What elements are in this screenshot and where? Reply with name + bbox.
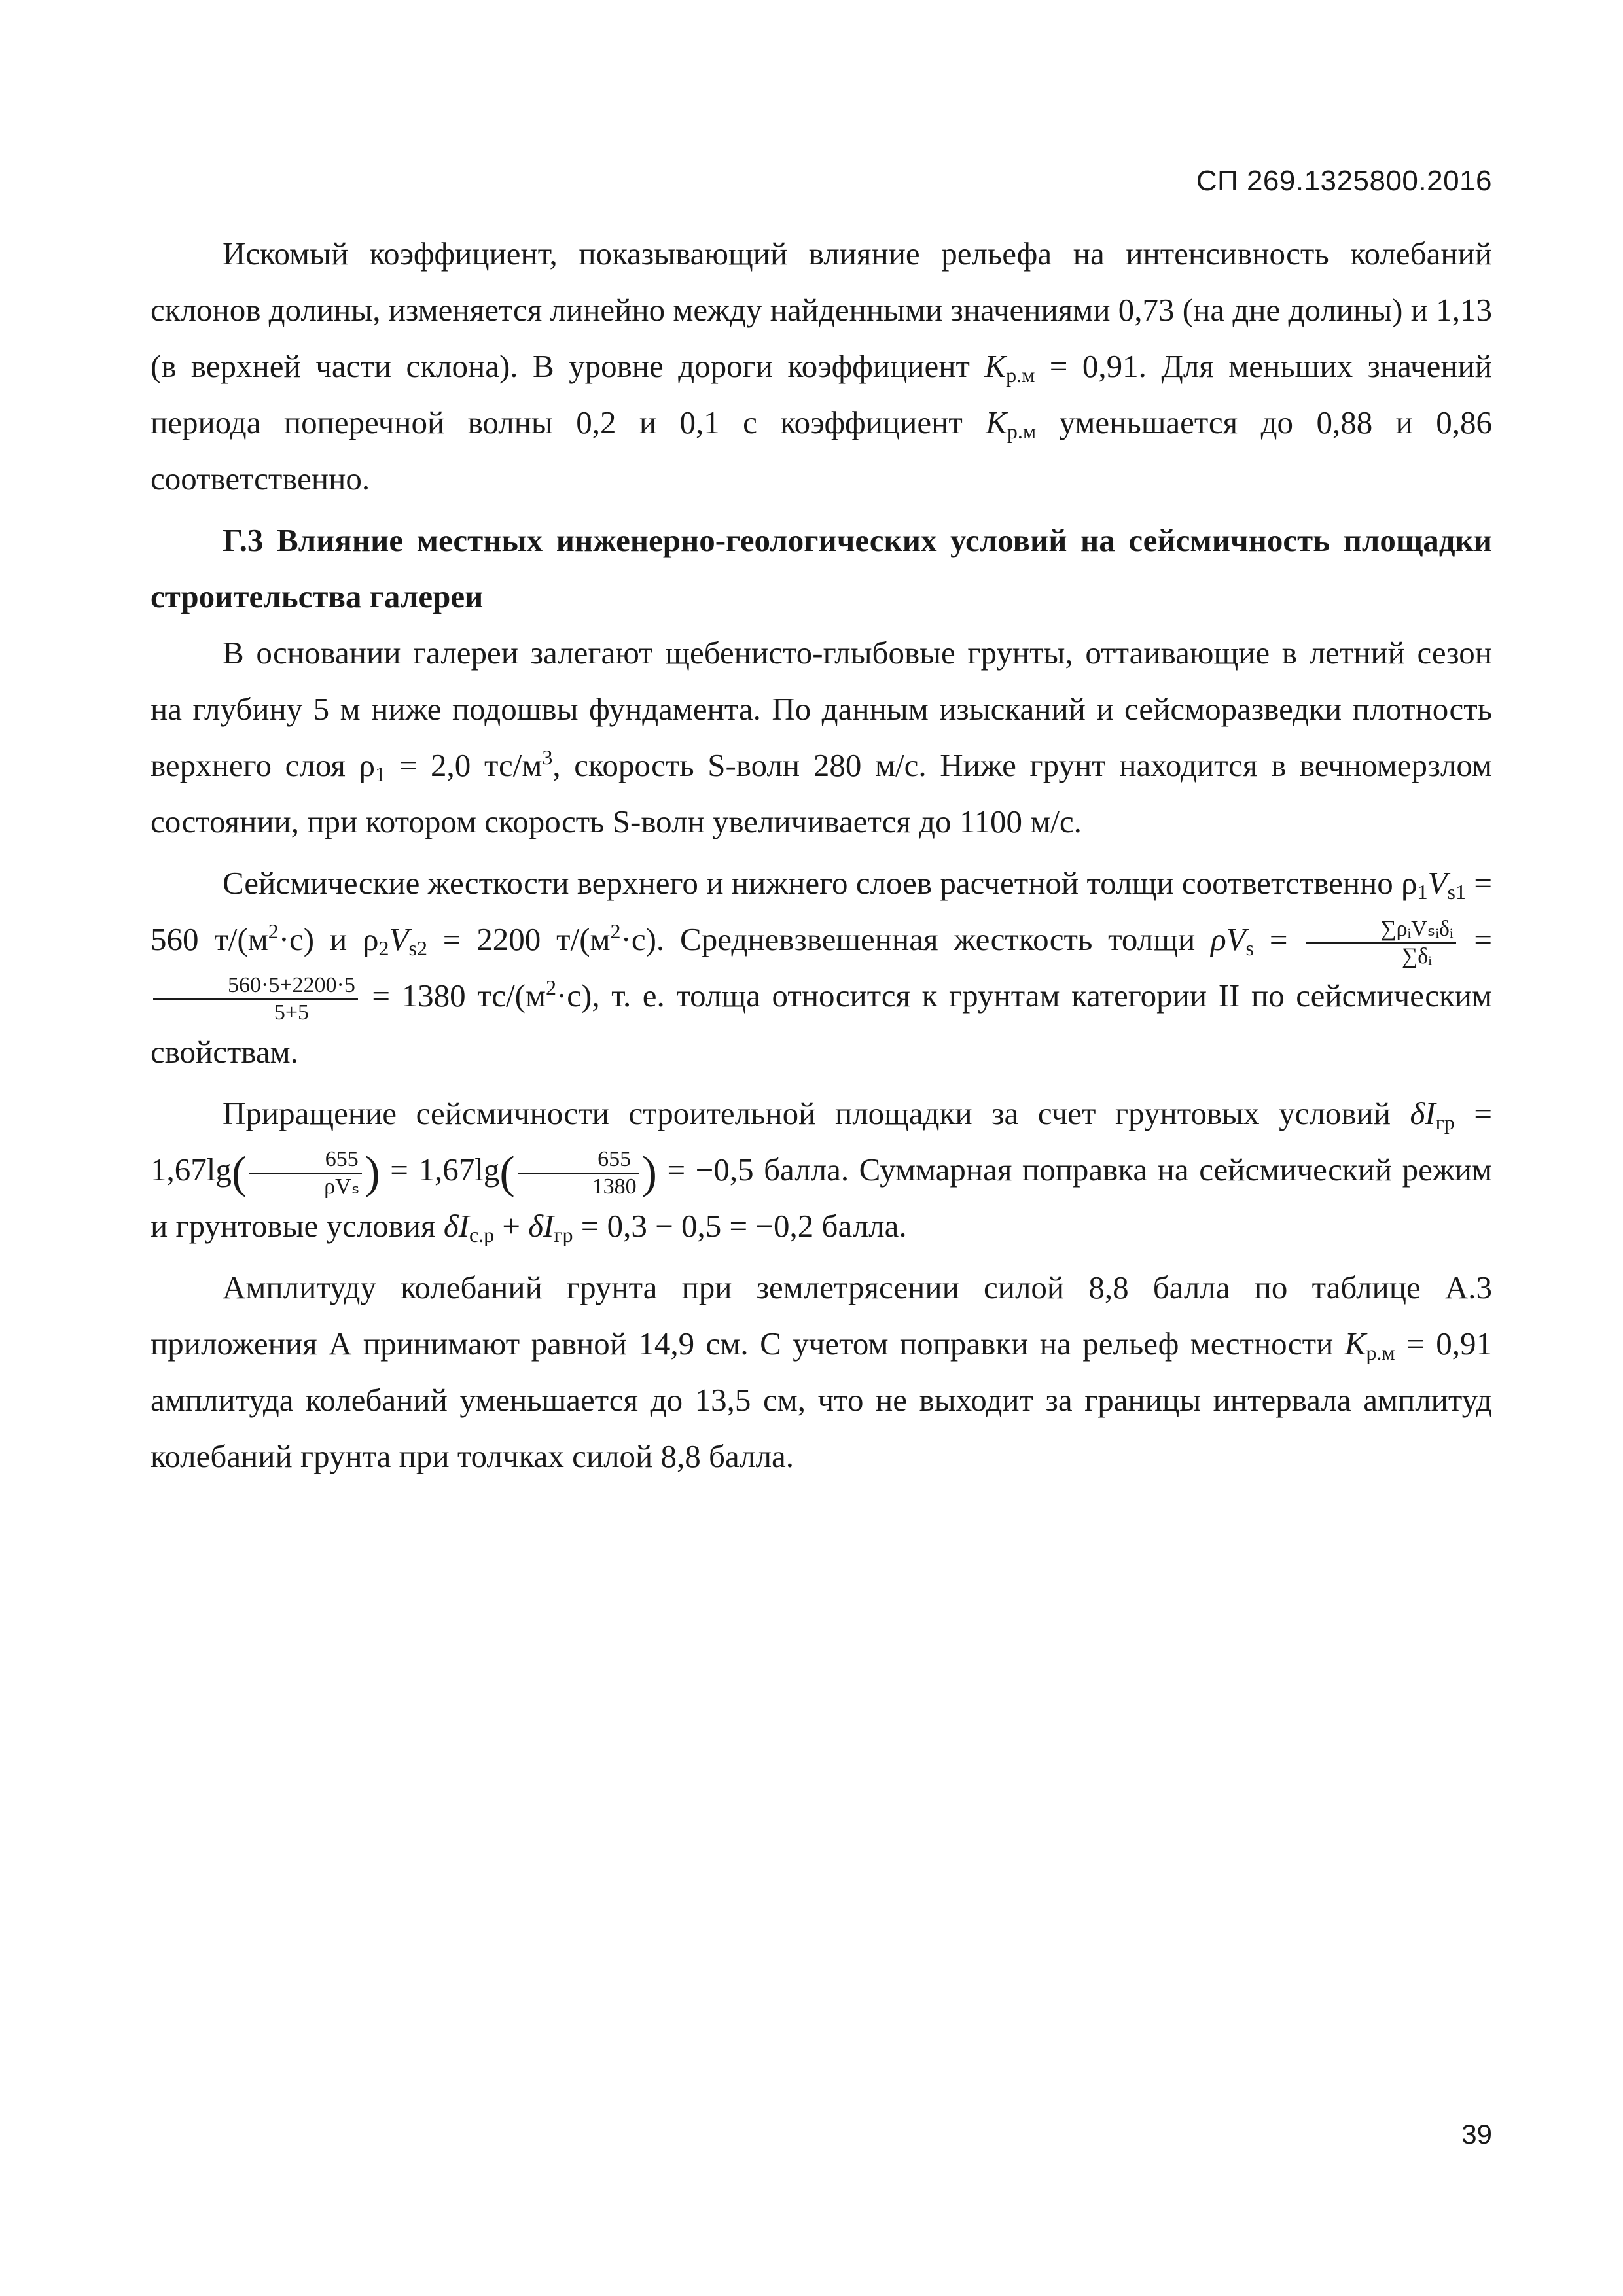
subscript: гр <box>554 1223 573 1246</box>
text-run: = 0,3 − 0,5 = −0,2 балла. <box>573 1208 907 1244</box>
fraction-weighted-stiffness <box>1306 918 1455 968</box>
right-paren: ) <box>641 1147 657 1198</box>
fraction-numerator: 655 <box>518 1148 639 1174</box>
text-run: ·с) и <box>278 921 363 957</box>
paragraph-seismic-stiffness <box>151 855 1492 1080</box>
symbol-rho: ρ <box>359 747 376 783</box>
text-run: = 1380 тс/(м <box>360 978 546 1014</box>
text-run: = 2200 т/(м <box>427 921 611 957</box>
symbol-v: V <box>1427 865 1448 901</box>
document-body <box>151 226 1492 1485</box>
equals: = <box>1253 921 1304 957</box>
subscript: р.м <box>1007 419 1037 443</box>
subscript: 2 <box>378 936 389 960</box>
fraction-numerator: 655 <box>249 1148 362 1174</box>
subscript: 1 <box>375 762 386 786</box>
symbol-k: K <box>986 404 1007 440</box>
paragraph-relief-coefficient <box>151 226 1492 507</box>
fraction-denominator: 1380 <box>592 1174 637 1199</box>
fraction-numeric <box>153 974 358 1024</box>
text-run: уменьшается до 0,88 и 0,86 соответственно. <box>151 404 1492 497</box>
subscript: с.р <box>469 1223 495 1246</box>
symbol-k: K <box>984 348 1007 384</box>
page-number: 39 <box>1461 2119 1492 2149</box>
text-run: = 1,67lg <box>380 1152 500 1188</box>
fraction-denominator: ρVₛ <box>324 1174 360 1199</box>
left-paren: ( <box>499 1147 515 1198</box>
fraction-numerator: 560·5+2200·5 <box>153 974 358 1000</box>
fraction-denominator: ∑δᵢ <box>1402 944 1432 968</box>
paragraph-soil-conditions <box>151 625 1492 850</box>
superscript: 3 <box>542 745 553 769</box>
text-run: Искомый коэффициент, показывающий влияние рельефа на интенсивность колебаний склонов долины, изменяется линейно между найденными значениями 0,73 (на дне долины) и 1,13 (в верхней части склона). В уровне дороги коэффициент <box>151 236 1492 384</box>
document-code: СП 269.1325800.2016 <box>1196 165 1492 197</box>
symbol-delta-i: δI <box>1410 1095 1436 1131</box>
spacer <box>151 1254 1492 1260</box>
symbol-rho-v: ρV <box>1211 921 1246 957</box>
text-run: ·с). Средневзвешенная жесткость толщи <box>620 921 1211 957</box>
spacer <box>151 507 1492 512</box>
text-run: = 1,67lg <box>151 1095 1492 1188</box>
fraction-denominator: 5+5 <box>274 1000 309 1025</box>
subscript: s <box>1245 936 1254 960</box>
symbol-k: K <box>1344 1326 1366 1362</box>
equals: = <box>1458 921 1493 957</box>
symbol-delta-i: δI <box>443 1208 469 1244</box>
spacer <box>151 1080 1492 1086</box>
text-run: = 0,91. Для меньших значений периода поперечной волны 0,2 и 0,1 с коэффициент <box>151 348 1492 440</box>
text-run: , скорость S-волн 280 м/с. Ниже грунт находится в вечномерзлом состоянии, при котором скорость S-волн увеличивается до 1100 м/с. <box>151 747 1492 839</box>
text-run: = 0,91 амплитуда колебаний уменьшается до 13,5 см, что не выходит за границы интервала амплитуд колебаний грунта при толчках силой 8,8 балла. <box>151 1326 1492 1474</box>
text-run: = −0,5 балла. Суммарная поправка на сейсмический режим и грунтовые условия <box>151 1152 1492 1244</box>
subscript: s2 <box>408 936 427 960</box>
subscript: гр <box>1435 1110 1455 1134</box>
fraction-ratio <box>518 1148 639 1198</box>
text-run: Приращение сейсмичности строительной площадки за счет грунтовых условий <box>223 1095 1410 1131</box>
symbol-rho: ρ <box>1401 865 1418 901</box>
symbol-v: V <box>389 921 409 957</box>
paragraph-amplitude <box>151 1260 1492 1485</box>
fraction-ratio <box>249 1148 362 1198</box>
subscript: р.м <box>1366 1341 1395 1364</box>
text-run: = 2,0 тс/м <box>385 747 543 783</box>
left-paren: ( <box>231 1147 247 1198</box>
text-run: = 560 т/(м <box>151 865 1492 957</box>
symbol-delta-i: δI <box>528 1208 554 1244</box>
fraction-numerator: ∑ρᵢVₛᵢδᵢ <box>1306 918 1455 944</box>
symbol-rho: ρ <box>363 921 379 957</box>
text-run: ·с), т. е. толща относится к грунтам категории II по сейсмическим свойствам. <box>151 978 1492 1070</box>
paragraph-seismicity-increment <box>151 1086 1492 1254</box>
section-heading: Г.3 Влияние местных инженерно-геологических условий на сейсмичность площадки строительства галереи <box>151 522 1492 614</box>
text-run: + <box>494 1208 529 1244</box>
superscript: 2 <box>545 976 556 999</box>
right-paren: ) <box>365 1147 380 1198</box>
subscript: s1 <box>1447 880 1466 904</box>
spacer <box>151 850 1492 855</box>
subscript: р.м <box>1006 363 1035 387</box>
text-run: В основании галереи залегают щебенисто-глыбовые грунты, оттаивающие в летний сезон на глубину 5 м ниже подошвы фундамента. По данным изысканий и сейсморазведки плотность верхнего слоя <box>151 635 1492 783</box>
text-run: Сейсмические жесткости верхнего и нижнего слоев расчетной толщи соответственно <box>223 865 1402 901</box>
superscript: 2 <box>610 919 621 943</box>
superscript: 2 <box>268 919 279 943</box>
text-run: Амплитуду колебаний грунта при землетрясении силой 8,8 балла по таблице А.3 приложения А принимают равной 14,9 см. С учетом поправки на рельеф местности <box>151 1269 1492 1362</box>
subscript: 1 <box>1417 880 1428 904</box>
